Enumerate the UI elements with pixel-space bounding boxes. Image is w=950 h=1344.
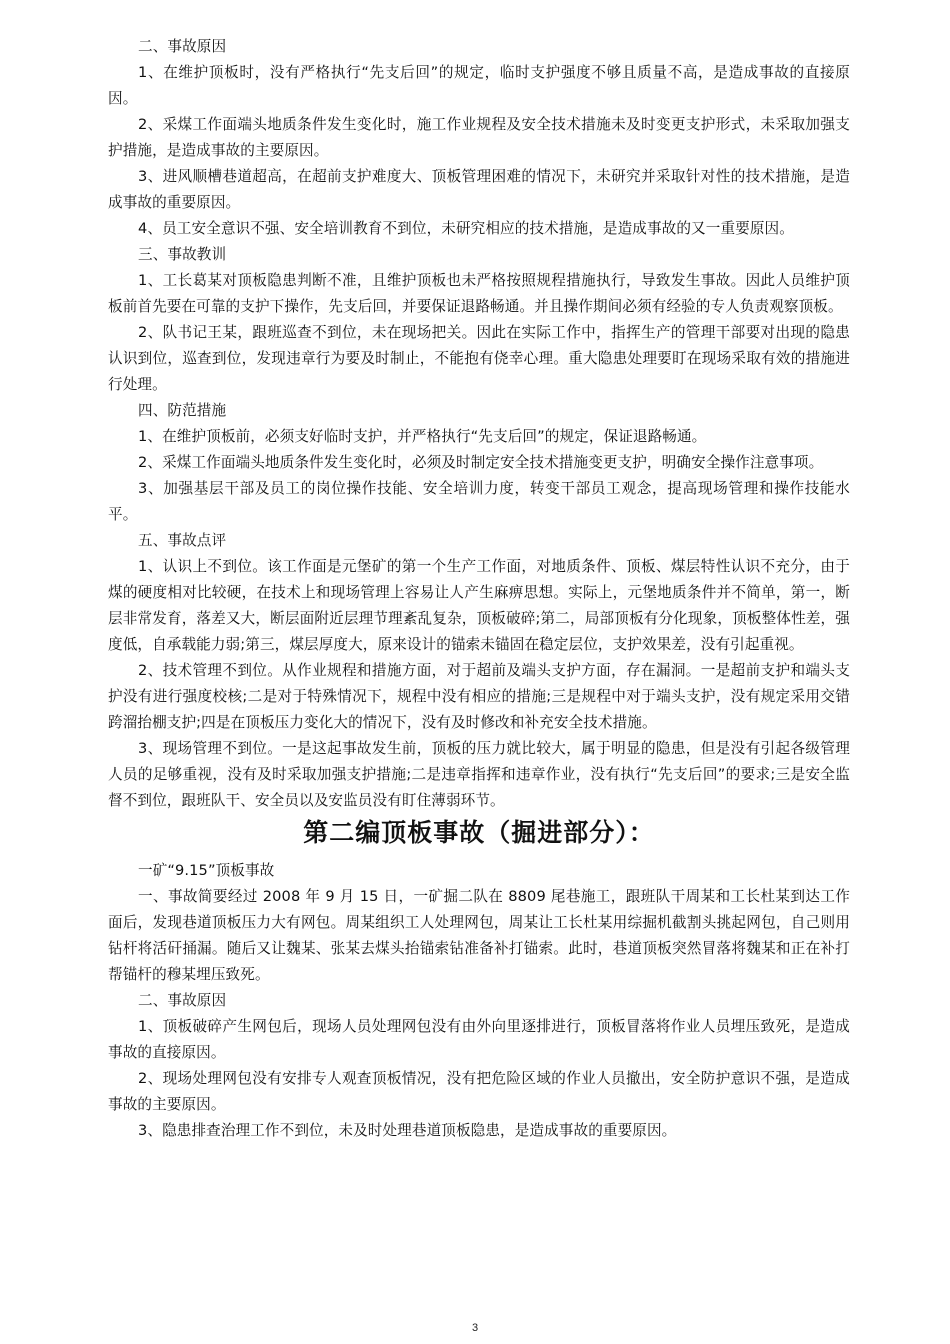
heading-accident-review: 五、事故点评 bbox=[138, 532, 227, 549]
paragraph: 1、顶板破碎产生网包后，现场人员处理网包没有由外向里逐排进行，顶板冒落将作业人员埋压致死，是造成事故的直接原因。 bbox=[108, 1018, 850, 1061]
section-accident-analysis bbox=[108, 34, 850, 814]
paragraph: 1、在维护顶板时，没有严格执行“先支后回”的规定，临时支护强度不够且质量不高，是造成事故的直接原因。 bbox=[108, 64, 850, 107]
paragraph: 1、工长葛某对顶板隐患判断不准，且维护顶板也未严格按照规程措施执行，导致发生事故。因此人员维护顶板前首先要在可靠的支护下操作，先支后回，并要保证退路畅通。并且操作期间必须有经验的专人负责观察顶板。 bbox=[108, 272, 850, 315]
paragraph: 2、技术管理不到位。从作业规程和措施方面，对于超前及端头支护方面，存在漏洞。一是超前支护和端头支护没有进行强度校核;二是对于特殊情况下，规程中没有相应的措施;三是规程中对于端头支护，没有规定采用交错跨溜抬棚支护;四是在顶板压力变化大的情况下，没有及时修改和补充安全技术措施。 bbox=[108, 662, 850, 731]
paragraph: 2、采煤工作面端头地质条件发生变化时，必须及时制定安全技术措施变更支护，明确安全操作注意事项。 bbox=[138, 454, 824, 471]
paragraph: 2、现场处理网包没有安排专人观查顶板情况，没有把危险区域的作业人员撤出，安全防护意识不强，是造成事故的主要原因。 bbox=[108, 1070, 850, 1113]
paragraph: 1、在维护顶板前，必须支好临时支护，并严格执行“先支后回”的规定，保证退路畅通。 bbox=[138, 428, 707, 445]
heading-accident-causes: 二、事故原因 bbox=[138, 992, 227, 1009]
paragraph: 2、队书记王某，跟班巡查不到位，未在现场把关。因此在实际工作中，指挥生产的管理干部要对出现的隐患认识到位，巡查到位，发现违章行为要及时制止，不能抱有侥幸心理。重大隐患处理要盯在现场采取有效的措施进行处理。 bbox=[108, 324, 850, 393]
paragraph: 4、员工安全意识不强、安全培训教育不到位，未研究相应的技术措施，是造成事故的又一重要原因。 bbox=[138, 220, 794, 237]
paragraph: 3、加强基层干部及员工的岗位操作技能、安全培训力度，转变干部员工观念，提高现场管理和操作技能水平。 bbox=[108, 480, 850, 523]
paragraph: 2、采煤工作面端头地质条件发生变化时，施工作业规程及安全技术措施未及时变更支护形式，未采取加强支护措施，是造成事故的主要原因。 bbox=[108, 116, 850, 159]
paragraph: 3、隐患排查治理工作不到位，未及时处理巷道顶板隐患，是造成事故的重要原因。 bbox=[138, 1122, 677, 1139]
paragraph: 3、现场管理不到位。一是这起事故发生前，顶板的压力就比较大，属于明显的隐患，但是没有引起各级管理人员的足够重视，没有及时采取加强支护措施;二是违章指挥和违章作业，没有执行“先支后回”的要求;三是安全监督不到位，跟班队干、安全员以及安监员没有盯住薄弱环节。 bbox=[108, 740, 850, 809]
heading-preventive-measures: 四、防范措施 bbox=[138, 402, 227, 419]
section-tunneling-accidents bbox=[108, 858, 850, 1144]
document-page bbox=[108, 34, 850, 1144]
paragraph: 一、事故简要经过 2008 年 9 月 15 日，一矿掘二队在 8809 尾巷施工，跟班队干周某和工长杜某到达工作面后，发现巷道顶板压力大有网包。周某组织工人处理网包，周某让工长杜某用综掘机截割头挑起网包，自己则用钻杆将活矸捅漏。随后又让魏某、张某去煤头抬锚索钻准备补打锚索。此时，巷道顶板突然冒落将魏某和正在补打帮锚杆的穆某埋压致死。 bbox=[108, 888, 850, 983]
page-number: 3 bbox=[471, 1322, 479, 1334]
part-title: 第二编顶板事故（掘进部分）： bbox=[303, 818, 655, 847]
paragraph: 3、进风顺槽巷道超高，在超前支护难度大、顶板管理困难的情况下，未研究并采取针对性的技术措施，是造成事故的重要原因。 bbox=[108, 168, 850, 211]
heading-accident-causes: 二、事故原因 bbox=[138, 38, 227, 55]
paragraph: 1、认识上不到位。该工作面是元堡矿的第一个生产工作面，对地质条件、顶板、煤层特性认识不充分，由于煤的硬度相对比较硬，在技术上和现场管理上容易让人产生麻痹思想。实际上，元堡地质条件并不简单，第一，断层非常发育，落差又大，断层面附近层理节理紊乱复杂，顶板破碎;第二，局部顶板有分化现象，顶板整体性差，强度低，自承载能力弱;第三，煤层厚度大，原来设计的锚索未锚固在稳定层位，支护效果差，没有引起重视。 bbox=[108, 558, 850, 653]
heading-accident-lessons: 三、事故教训 bbox=[138, 246, 227, 263]
case-title: 一矿“9.15”顶板事故 bbox=[138, 862, 275, 879]
